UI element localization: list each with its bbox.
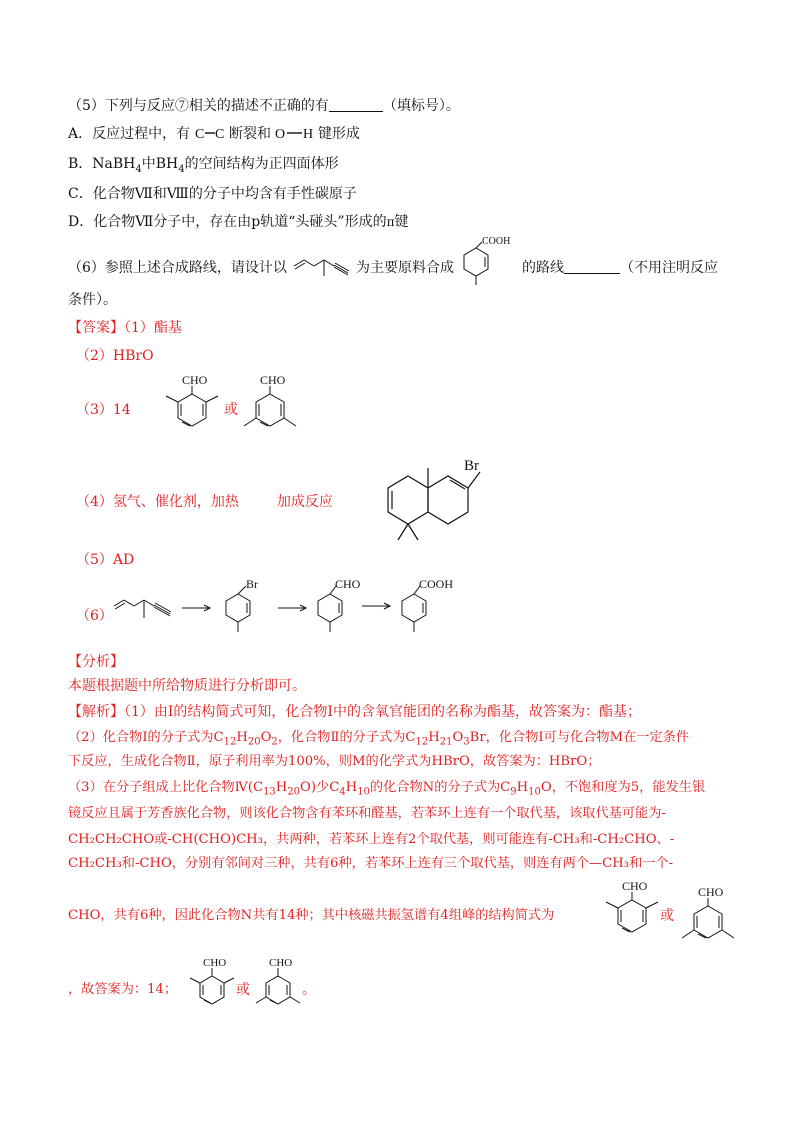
solution-p3f: CH₂CH₂CHO或-CH(CHO)CH₃，共两种，若苯环上连有2个取代基，则可能连有-CH₃和-CH₂CHO、- [68,832,675,847]
svg-text:COOH: COOH [419,577,454,591]
svg-text:CHO: CHO [269,957,293,969]
svg-text:CHO: CHO [260,373,286,387]
answer3-or: 或 [224,402,238,418]
solution-structure-1 [602,878,664,944]
answer3-structure-2 [238,372,308,444]
solution-or-1: 或 [660,908,674,924]
q6-line2: 条件）。 [68,292,117,308]
q5-stem: （5）下列与反应⑦相关的描述不正确的有 （填标号）。 [68,98,460,114]
answer-2: （2）HBrO [76,348,154,364]
svg-text:CHO: CHO [203,957,227,969]
q6-mid: 为主要原料合成 [356,260,454,276]
solution-structure-4 [250,956,310,1016]
svg-text:O: O [275,127,286,142]
solution-p3g: CH₂CH₃和-CHO，分别有邻间对三种，共有6种，若苯环上连有三个取代基，则连有两个—CH₃和一个- [68,856,674,871]
cc-bond-symbol [195,125,225,141]
solution-end: 。 [302,982,316,998]
analysis-head: 【分析】 [68,654,124,670]
oh-bond-symbol [275,125,313,141]
solution-p3e: 镜反应且属于芳香族化合物，则该化合物含有苯环和醛基，若苯环上连有一个取代基，该取代基可能为- [68,806,666,821]
solution-p2d: 下反应，生成化合物Ⅱ，原子利用率为100%，则M的化学式为HBrO，故答案为：HBrO； [68,754,601,769]
q6-starting-material [292,246,352,286]
svg-text:Br: Br [246,577,258,591]
q5-option-a: A．反应过程中，有 C C 断裂和 O H 键形成 [68,126,360,142]
q5-option-b: B．NaBH$_4$中$BH_4$的空间结构为正四面体形 [68,156,339,175]
svg-text:C: C [214,127,224,142]
svg-text:CHO: CHO [335,577,361,591]
solution-p2a: （2）化合物Ⅰ的分子式为$C_{12}H_{20}O_2$，化合物Ⅱ的分子式为$C_{12}H_{21}O_3Br$，化合物Ⅰ可与化合物M在一定条件 [68,730,690,748]
q5-option-c: C．化合物Ⅶ和Ⅷ的分子中均含有手性碳原子 [68,186,357,202]
solution-p3h: CHO，共有6种，因此化合物N共有14种；其中核磁共振氢谱有4组峰的结构简式为 [68,908,555,923]
svg-text:CHO: CHO [698,885,724,899]
solution-structure-2 [676,884,742,950]
svg-text:Br: Br [464,458,479,474]
q6-tail: 的路线 （不用注明反应 [522,260,718,276]
q6-pre: （6）参照上述合成路线，请设计以 [68,260,287,276]
answer4-structure [352,446,502,546]
answer-6: （6） [76,608,113,624]
solution-or-2: 或 [236,982,250,998]
q5-option-d: D．化合物Ⅶ分子中，存在由p轨道“头碰头”形成的π键 [68,214,409,230]
answer6-route [110,578,490,644]
answer-line-1: 【答案】（1）酯基 [68,320,182,336]
q6-target [452,234,522,286]
solution-p1: 【解析】（1）由Ⅰ的结构简式可知，化合物Ⅰ中的含氧官能团的名称为酯基，故答案为：酯基； [68,704,641,720]
q6-target-cooh-label: COOH [482,236,511,247]
svg-text:H: H [303,127,314,142]
solution-p3i: ，故答案为：14； [68,982,178,997]
answer-4: （4）氢气、催化剂，加热 加成反应 [76,494,333,510]
svg-text:CHO: CHO [622,879,648,893]
svg-text:CHO: CHO [182,373,208,387]
answer-3: （3）14 [76,402,131,418]
solution-p3a: （3）在分子组成上比化合物$Ⅳ(C_{13}H_{20}O)$少$C_4H_{10}$的化合物N的分子式为$C_9H_{10}O$，不饱和度为5，能发生银 [68,780,706,798]
svg-text:C: C [194,127,204,142]
answer-5: （5）AD [76,552,135,568]
analysis-text: 本题根据题中所给物质进行分析即可。 [68,678,306,694]
solution-structure-3 [184,956,240,1014]
answer3-structure-1 [160,372,224,442]
